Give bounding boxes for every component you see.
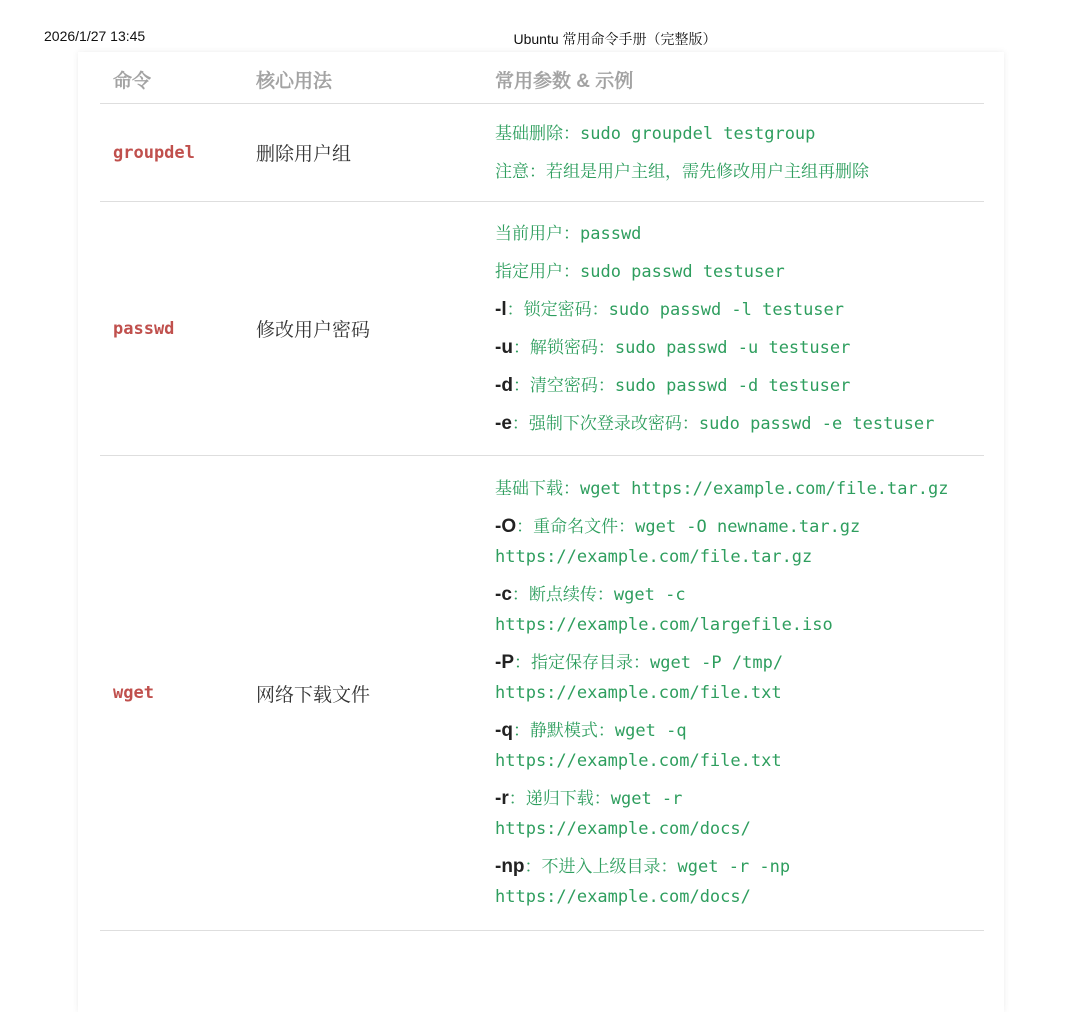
example-text: ：静默模式：wget -q https://example.com/file.txt	[495, 721, 782, 771]
example-text: ：锁定密码：sudo passwd -l testuser	[506, 299, 845, 320]
option-flag: -e	[495, 412, 512, 434]
print-date: 2026/1/27 13:45	[44, 28, 146, 44]
example-line	[495, 157, 984, 187]
table-row	[100, 202, 984, 456]
example-line	[495, 512, 984, 572]
command-cell	[100, 456, 243, 931]
usage-cell	[243, 202, 482, 456]
table-header-row	[100, 55, 984, 104]
example-text: ：解锁密码：sudo passwd -u testuser	[512, 337, 851, 358]
table-row	[100, 104, 984, 202]
example-line	[495, 474, 984, 504]
example-text: ：清空密码：sudo passwd -d testuser	[512, 375, 851, 396]
print-header	[0, 28, 1080, 48]
example-line	[495, 257, 984, 287]
example-line	[495, 784, 984, 844]
option-flag: -u	[495, 336, 513, 358]
example-text: ：重命名文件：wget -O newname.tar.gz https://example.com/file.tar.gz	[495, 517, 861, 567]
command-name: groupdel	[113, 142, 195, 163]
command-table	[100, 55, 984, 931]
example-line	[495, 219, 984, 249]
example-text: ：递归下载：wget -r https://example.com/docs/	[495, 789, 751, 839]
examples-cell	[482, 456, 984, 931]
example-line	[495, 295, 984, 325]
option-flag: -np	[495, 856, 525, 877]
option-flag: -d	[495, 374, 513, 396]
example-text: 指定用户：sudo passwd testuser	[495, 261, 785, 282]
command-name: passwd	[113, 318, 175, 339]
command-cell	[100, 202, 243, 456]
header-examples: 常用参数 & 示例	[482, 55, 984, 104]
option-flag: -l	[495, 298, 507, 320]
option-flag: -c	[495, 584, 512, 605]
print-title: Ubuntu 常用命令手册（完整版）	[513, 31, 717, 47]
header-command: 命令	[100, 55, 243, 104]
command-cell	[100, 104, 243, 202]
option-flag: -q	[495, 720, 513, 741]
examples-cell	[482, 202, 984, 456]
examples-cell	[482, 104, 984, 202]
option-flag: -O	[495, 516, 517, 537]
example-text: ：不进入上级目录：wget -r -np https://example.com/docs/	[495, 857, 791, 907]
header-usage: 核心用法	[243, 55, 482, 104]
example-line	[495, 716, 984, 776]
example-line	[495, 371, 984, 401]
command-usage: 网络下载文件	[256, 684, 371, 706]
usage-cell	[243, 104, 482, 202]
example-text: ：指定保存目录：wget -P /tmp/ https://example.com/file.txt	[495, 653, 784, 703]
command-name: wget	[113, 683, 154, 703]
option-flag: -P	[495, 652, 514, 673]
command-usage: 删除用户组	[256, 144, 352, 165]
example-line	[495, 648, 984, 708]
usage-cell	[243, 456, 482, 931]
example-text: ：强制下次登录改密码：sudo passwd -e testuser	[511, 413, 935, 434]
example-line	[495, 333, 984, 363]
example-text: 基础删除：sudo groupdel testgroup	[495, 123, 816, 144]
example-text: ：断点续传：wget -c https://example.com/largefile.iso	[495, 585, 833, 635]
example-line	[495, 119, 984, 149]
table-row	[100, 456, 984, 931]
example-text: 注意：若组是用户主组，需先修改用户主组再删除	[495, 161, 869, 182]
example-line	[495, 580, 984, 640]
example-line	[495, 852, 984, 912]
option-flag: -r	[495, 788, 509, 809]
command-usage: 修改用户密码	[256, 320, 371, 341]
example-line	[495, 409, 984, 439]
example-text: 当前用户：passwd	[495, 223, 642, 244]
example-text: 基础下载：wget https://example.com/file.tar.gz	[495, 479, 949, 499]
